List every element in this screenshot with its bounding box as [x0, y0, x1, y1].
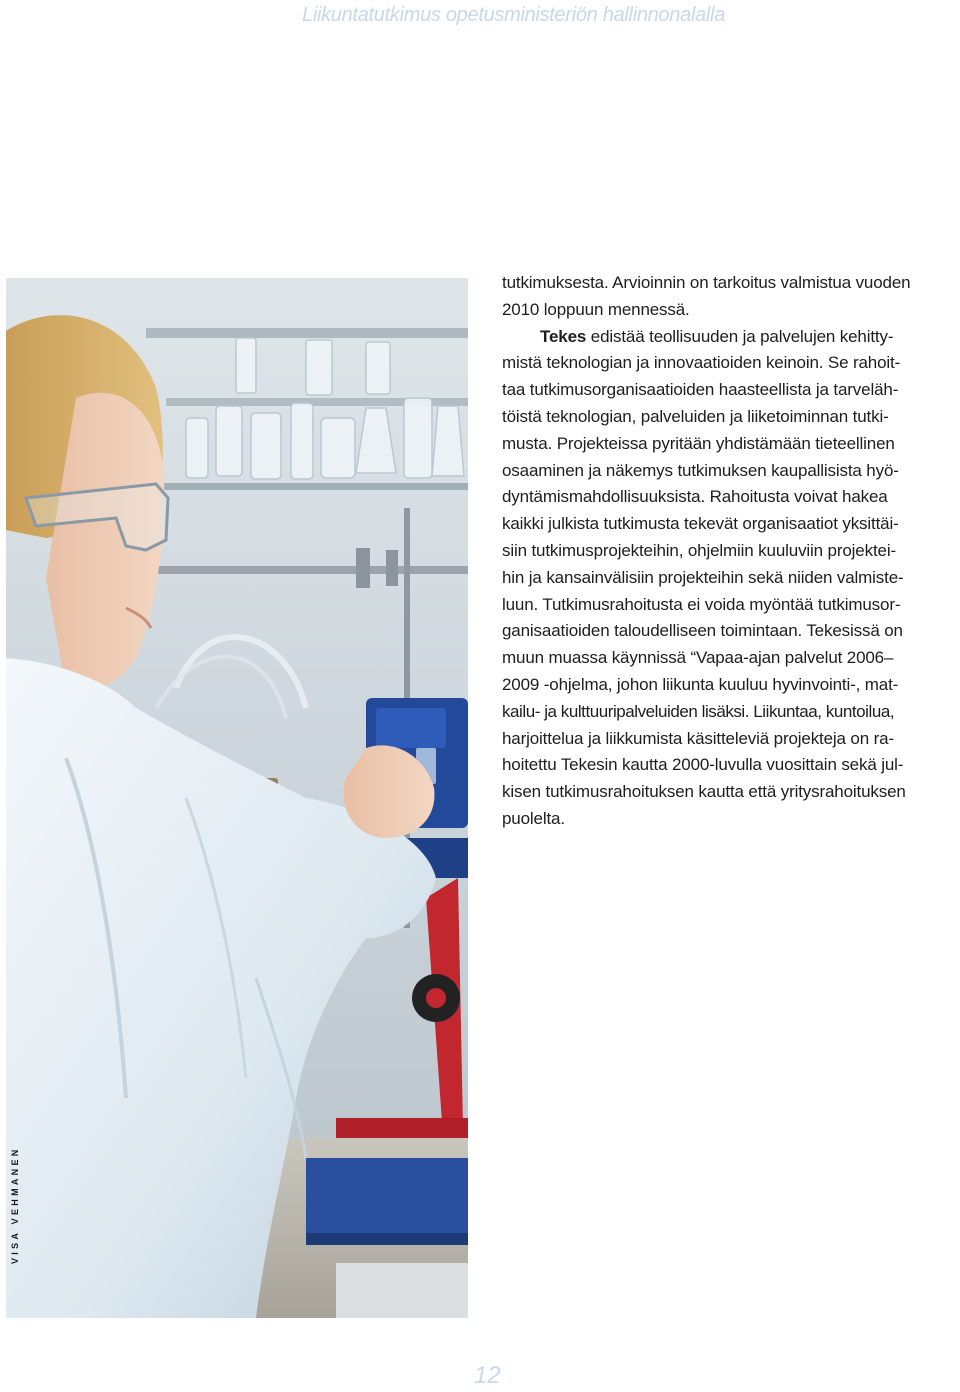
article-line: 2010 loppuun mennessä.: [502, 299, 690, 319]
article-line: kailu- ja kulttuuripalveluiden lisäksi. Liikuntaa, kuntoilua,: [502, 701, 895, 721]
article-line: taa tutkimusorganisaatioiden haasteellista ja tarveläh-: [502, 380, 899, 400]
article-line: muun muassa käynnissä “Vapaa-ajan palvelut 2006–: [502, 648, 894, 668]
lab-photo: [6, 278, 468, 1318]
article-line: 2009 -ohjelma, johon liikunta kuuluu hyvinvointi-, mat-: [502, 674, 899, 694]
article-line: musta. Projekteissa pyritään yhdistämään tieteellinen: [502, 433, 895, 453]
article-line: luun. Tutkimusrahoitusta ei voida myöntää tutkimusor-: [502, 594, 901, 614]
article-line: kisen tutkimusrahoituksen kautta että yritysrahoituksen: [502, 782, 906, 802]
article-line: töistä teknologian, palveluiden ja liiketoiminnan tutki-: [502, 406, 889, 426]
article-line-text: edistää teollisuuden ja palvelujen kehitty-: [586, 326, 894, 346]
tekes-label: Tekes: [540, 326, 587, 346]
running-title: Liikuntatutkimus opetusministeriön hallinnonalalla: [302, 4, 726, 26]
article-line: puolelta.: [502, 808, 565, 828]
article-line: ganisaatioiden taloudelliseen toimintaan. Tekesissä on: [502, 621, 903, 641]
article-line: mistä teknologian ja innovaatioiden keinoin. Se rahoit-: [502, 353, 901, 373]
page-number: 12: [474, 1362, 501, 1389]
article-line: kaikki julkista tutkimusta tekevät organisaatiot yksittäi-: [502, 514, 899, 534]
photo-credit: [10, 1248, 170, 1264]
article-line: harjoittelua ja liikkumista käsitteleviä projekteja on ra-: [502, 728, 894, 748]
article-line: hoitettu Tekesin kautta 2000-luvulla vuosittain sekä jul-: [502, 755, 904, 775]
article-line: siin tutkimusprojekteihin, ohjelmiin kuuluviin projektei-: [502, 540, 896, 560]
article-line: hin ja kansainvälisiin projekteihin sekä niiden valmiste-: [502, 567, 904, 587]
article-line: dyntämismahdollisuuksista. Rahoitusta voivat hakea: [502, 487, 888, 507]
article-line: [502, 324, 960, 351]
article-line: osaaminen ja näkemys tutkimuksen kaupallisista hyö-: [502, 460, 899, 480]
article-text: [502, 270, 960, 833]
article-line: tutkimuksesta. Arvioinnin on tarkoitus valmistua vuoden: [502, 273, 911, 292]
